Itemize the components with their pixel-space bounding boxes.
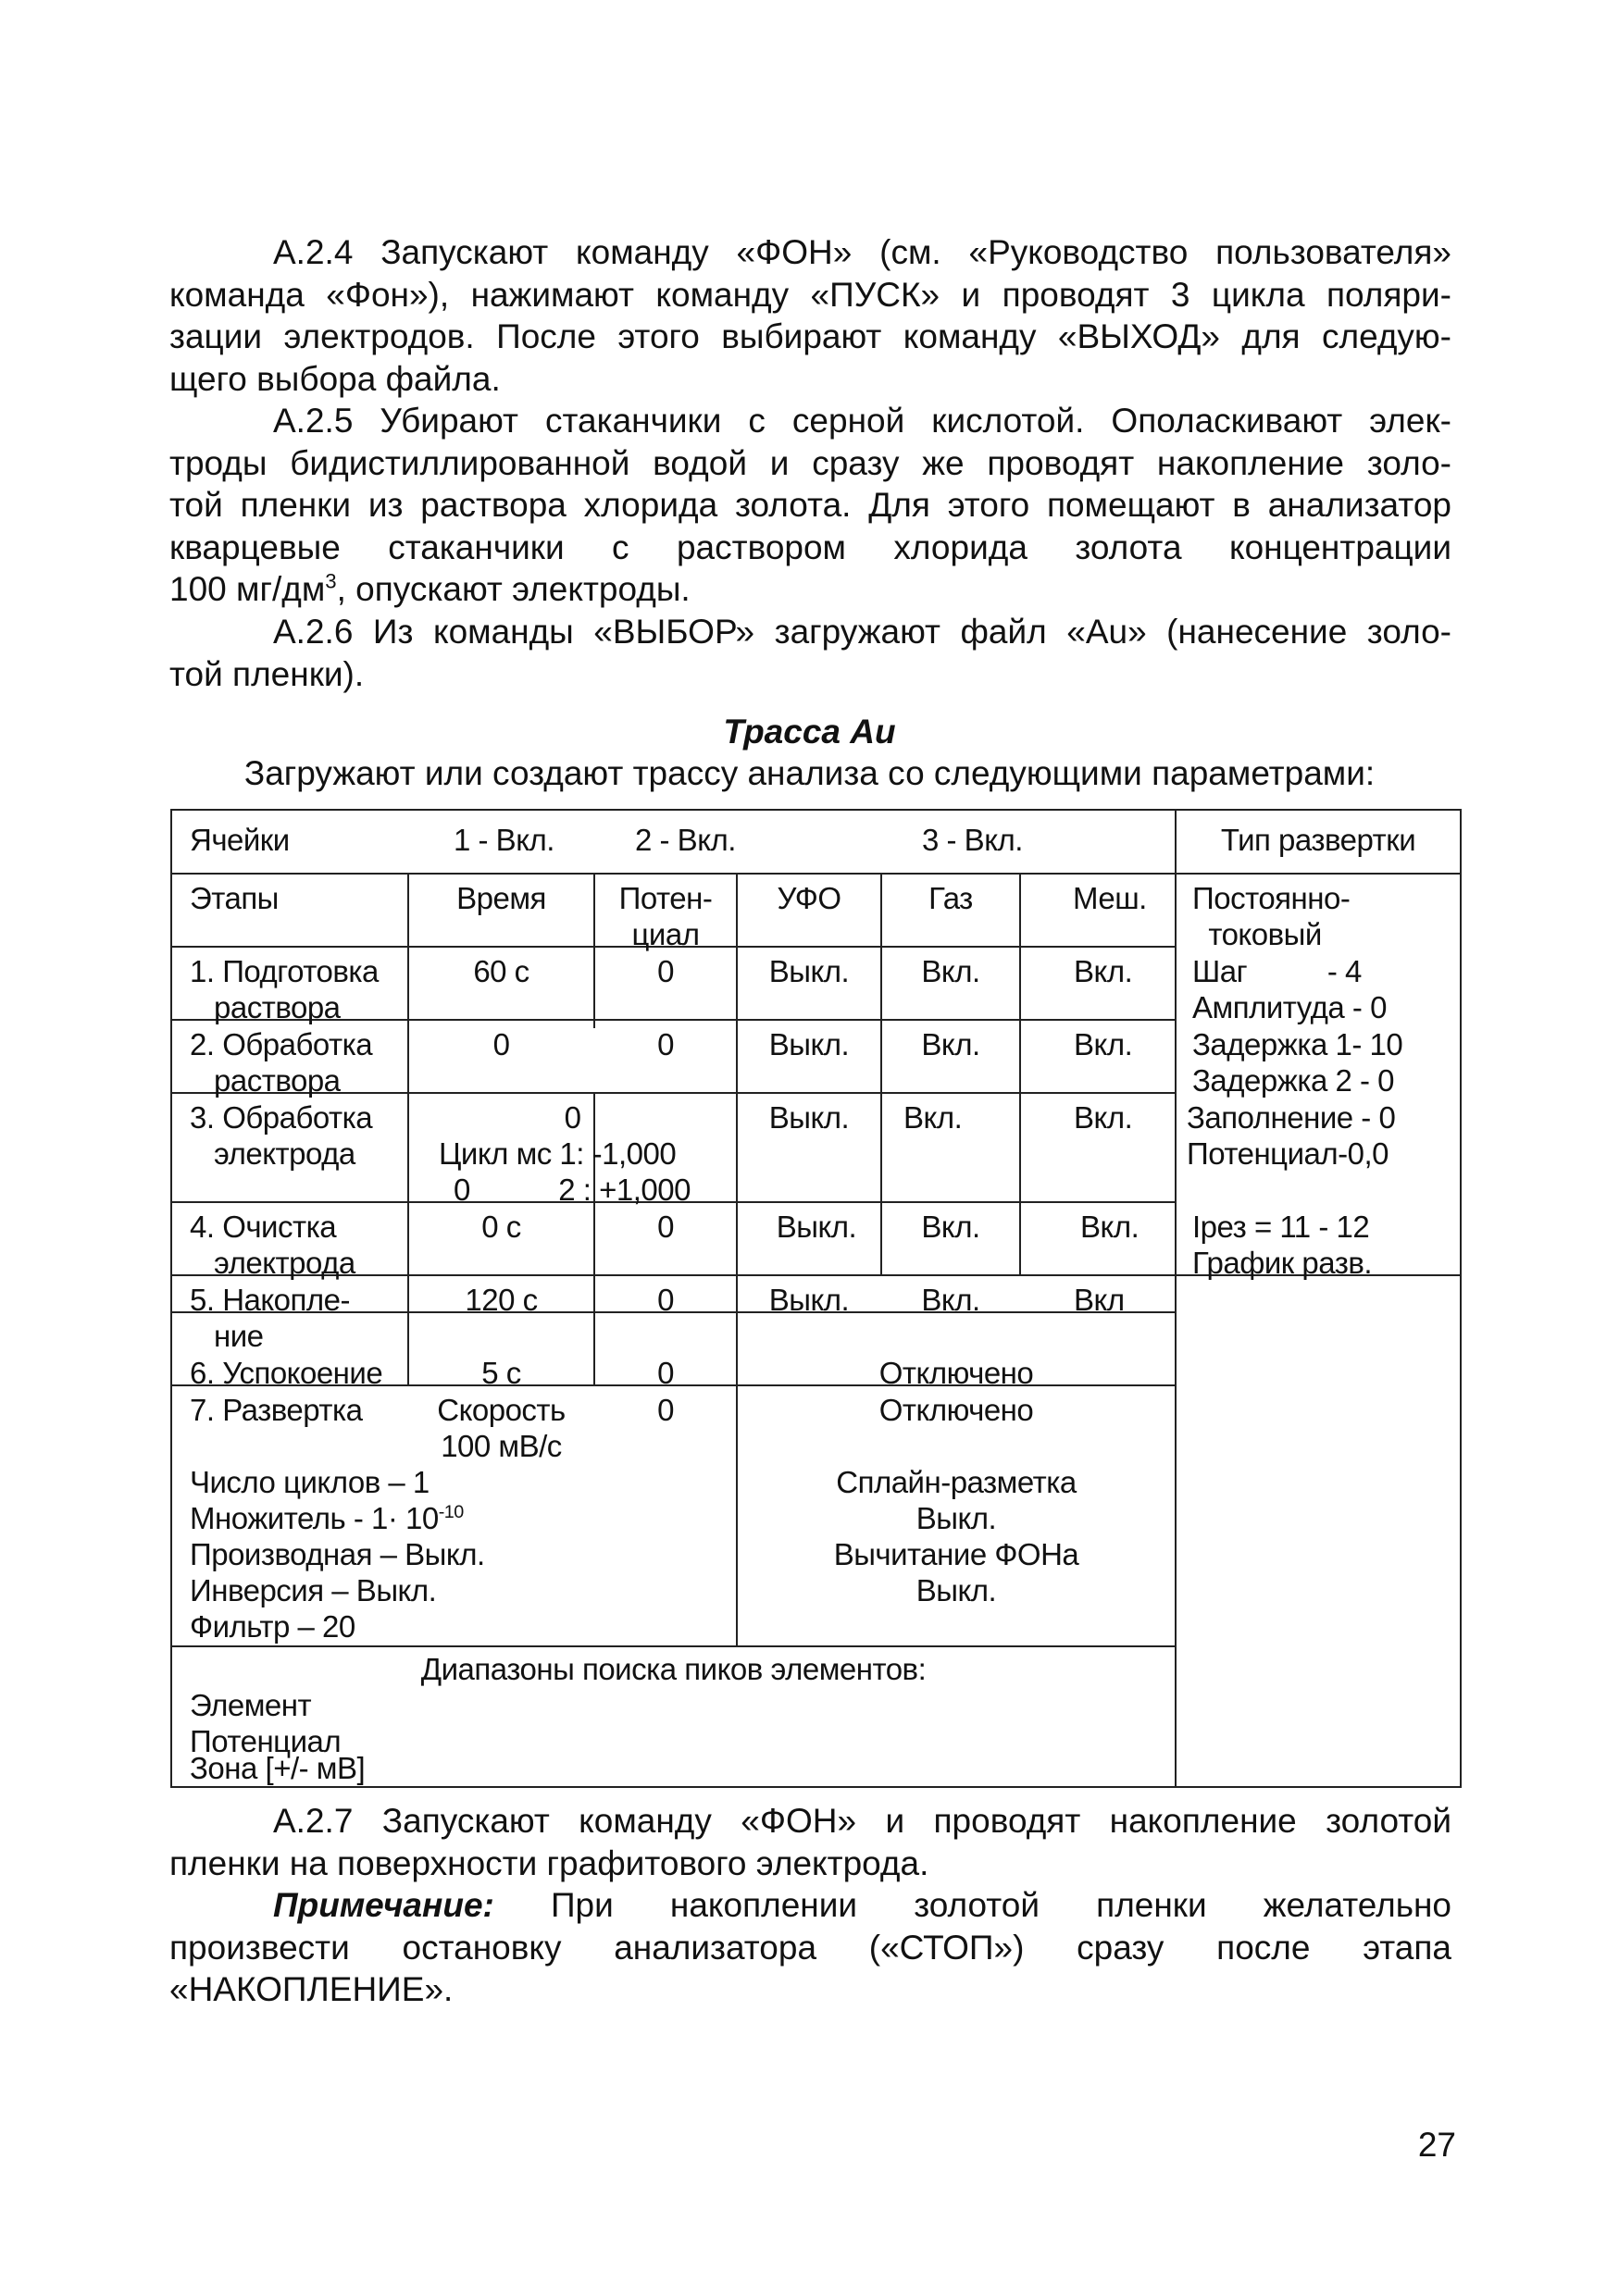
sweep-param: График разв. — [1192, 1246, 1373, 1280]
ufo-value: Выкл. — [776, 1210, 857, 1244]
status-value: Отключено — [878, 1393, 1034, 1427]
potential-value: 0 — [657, 1356, 674, 1390]
time-value: 5 с — [481, 1356, 521, 1390]
superscript-3: 3 — [325, 569, 337, 593]
mixer-value: Вкл — [1074, 1283, 1125, 1317]
text-line — [169, 1884, 1451, 1927]
mixer-value: Вкл. — [1080, 1210, 1140, 1244]
gas-value: Вкл. — [903, 1100, 963, 1135]
text-line: троды бидистиллированной водой и сразу же проводят накопление золо- — [169, 443, 1451, 482]
col-mixer: Меш. — [1073, 881, 1147, 915]
time-value: Скорость — [437, 1393, 566, 1427]
text-line: той пленки из раствора хлорида золота. Для этого помещают в анализатор — [169, 486, 1451, 524]
settings-multiplier — [190, 1500, 464, 1536]
peaks-zone: Зона [+/- мВ] — [190, 1751, 366, 1785]
text-line: А.2.7 Запускают команду «ФОН» и проводят накопление золотой — [273, 1802, 1451, 1840]
table-title: Трасса Au — [723, 713, 896, 751]
sweep-param: токовый — [1192, 917, 1322, 951]
cycle-line-1: Цикл мс 1: -1,000 — [439, 1136, 677, 1171]
sweep-param: Задержка 1- 10 — [1192, 1027, 1403, 1061]
settings-filter: Фильтр – 20 — [190, 1609, 355, 1644]
col-ufo: УФО — [777, 881, 841, 915]
col-potential: Потен- — [618, 881, 713, 915]
sweep-param: Постоянно- — [1192, 881, 1351, 915]
settings-inversion: Инверсия – Выкл. — [190, 1573, 437, 1607]
col-stages: Этапы — [190, 881, 279, 915]
gas-value: Вкл. — [921, 954, 980, 988]
spline-line: Выкл. — [915, 1501, 997, 1535]
text-fragment: , опускают электроды. — [336, 570, 691, 608]
mixer-value: Вкл. — [1074, 1100, 1133, 1135]
multiplier-text: Множитель - 1· 10 — [190, 1501, 439, 1535]
table-caption: Загружают или создают трассу анализа со следующими параметрами: — [243, 754, 1376, 792]
header-cell-3: 3 - Вкл. — [922, 823, 1023, 857]
stage-name: 2. Обработка — [190, 1027, 373, 1061]
ufo-value: Выкл. — [768, 1100, 850, 1135]
spline-line: Вычитание ФОНа — [833, 1537, 1079, 1571]
mixer-value: Вкл. — [1074, 954, 1133, 988]
mixer-value: Вкл. — [1074, 1027, 1133, 1061]
gas-value: Вкл. — [921, 1210, 980, 1244]
stage-name: 4. Очистка — [190, 1210, 337, 1244]
potential-value: 0 — [657, 1027, 674, 1061]
header-cell-1: 1 - Вкл. — [454, 823, 554, 857]
paragraph-a26 — [169, 611, 1451, 695]
gas-value: Вкл. — [921, 1027, 980, 1061]
sweep-param: Iрез = 11 - 12 — [1192, 1210, 1370, 1244]
col-gas: Газ — [928, 881, 973, 915]
stage-name: 1. Подготовка — [190, 954, 379, 988]
spline-line: Выкл. — [915, 1573, 997, 1607]
col-potential: циал — [631, 917, 700, 951]
time-value: 100 мВ/с — [441, 1429, 562, 1463]
gas-value: Вкл. — [921, 1283, 980, 1317]
sweep-param: Шаг - 4 — [1192, 954, 1362, 988]
time-value: 0 с — [481, 1210, 521, 1244]
peaks-element: Элемент — [190, 1688, 312, 1722]
stage-name: электрода — [214, 1136, 355, 1171]
settings-derivative: Производная – Выкл. — [190, 1537, 485, 1571]
sweep-param: Заполнение - 0 — [1187, 1100, 1396, 1135]
sweep-param: Амплитуда - 0 — [1192, 990, 1387, 1024]
potential-value: 0 — [657, 1210, 674, 1244]
ufo-value: Выкл. — [768, 954, 850, 988]
text-line — [169, 568, 1451, 611]
paragraph-a25 — [169, 400, 1451, 611]
stage-name: 5. Накопле- — [190, 1283, 351, 1317]
stage-name: ние — [214, 1319, 264, 1353]
text-line: пленки на поверхности графитового электрода. — [169, 1843, 929, 1882]
spline-line: Сплайн-разметка — [836, 1465, 1077, 1499]
stage-name: 3. Обработка — [190, 1100, 373, 1135]
text-line: кварцевые стаканчики с раствором хлорида золота концентрации — [169, 527, 1451, 566]
paragraph-a27 — [169, 1800, 1451, 1884]
page-number: 27 — [1417, 2126, 1456, 2164]
time-potential-value: 0 — [564, 1100, 581, 1135]
ufo-value: Выкл. — [768, 1027, 850, 1061]
peaks-potential: Потенциал — [190, 1724, 342, 1758]
col-time: Время — [456, 881, 546, 915]
text-fragment: При накоплении золотой пленки желательно — [493, 1886, 1451, 1924]
potential-value: 0 — [657, 954, 674, 988]
parameters-table — [170, 809, 1462, 1788]
text-line: щего выбора файла. — [169, 359, 501, 398]
sweep-param: Потенциал-0,0 — [1187, 1136, 1389, 1171]
peaks-title: Диапазоны поиска пиков элементов: — [420, 1652, 927, 1686]
stage-name: раствора — [214, 990, 341, 1024]
header-cells: Ячейки — [190, 823, 290, 857]
paragraph-a24 — [169, 231, 1451, 400]
potential-value: 0 — [657, 1283, 674, 1317]
settings-cycles: Число циклов – 1 — [190, 1465, 430, 1499]
sweep-param: Задержка 2 - 0 — [1192, 1063, 1395, 1098]
text-line: «НАКОПЛЕНИЕ». — [169, 1970, 454, 2008]
header-sweep-type: Тип развертки — [1220, 823, 1416, 857]
potential-value: 0 — [657, 1393, 674, 1427]
text-line: А.2.6 Из команды «ВЫБОР» загружают файл «Au» (нанесение золо- — [273, 613, 1451, 651]
header-cell-2: 2 - Вкл. — [635, 823, 736, 857]
stage-name: электрода — [214, 1246, 355, 1280]
multiplier-exponent: -10 — [438, 1502, 464, 1522]
concentration-text: 100 мг/дм — [169, 570, 326, 608]
stage-name: 7. Развертка — [190, 1393, 363, 1427]
text-line: зации электродов. После этого выбирают команду «ВЫХОД» для следую- — [169, 317, 1451, 355]
text-line: А.2.5 Убирают стаканчики с серной кислотой. Ополаскивают элек- — [273, 402, 1451, 440]
stage-name: 6. Успокоение — [190, 1356, 383, 1390]
text-line: той пленки). — [169, 654, 365, 693]
cycle-line-2: 0 2 : +1,000 — [454, 1173, 691, 1207]
text-line: команда «Фон»), нажимают команду «ПУСК» и проводят 3 цикла поляри- — [169, 275, 1451, 314]
time-value: 120 с — [465, 1283, 538, 1317]
note-paragraph — [169, 1884, 1451, 2011]
time-value: 60 с — [473, 954, 529, 988]
time-value: 0 — [492, 1027, 510, 1061]
text-line: произвести остановку анализатора («СТОП») сразу после этапа — [169, 1928, 1451, 1967]
status-value: Отключено — [878, 1356, 1034, 1390]
note-label: Примечание: — [273, 1886, 494, 1924]
text-line: А.2.4 Запускают команду «ФОН» (см. «Руководство пользователя» — [273, 233, 1451, 271]
ufo-value: Выкл. — [768, 1283, 850, 1317]
stage-name: раствора — [214, 1063, 341, 1098]
